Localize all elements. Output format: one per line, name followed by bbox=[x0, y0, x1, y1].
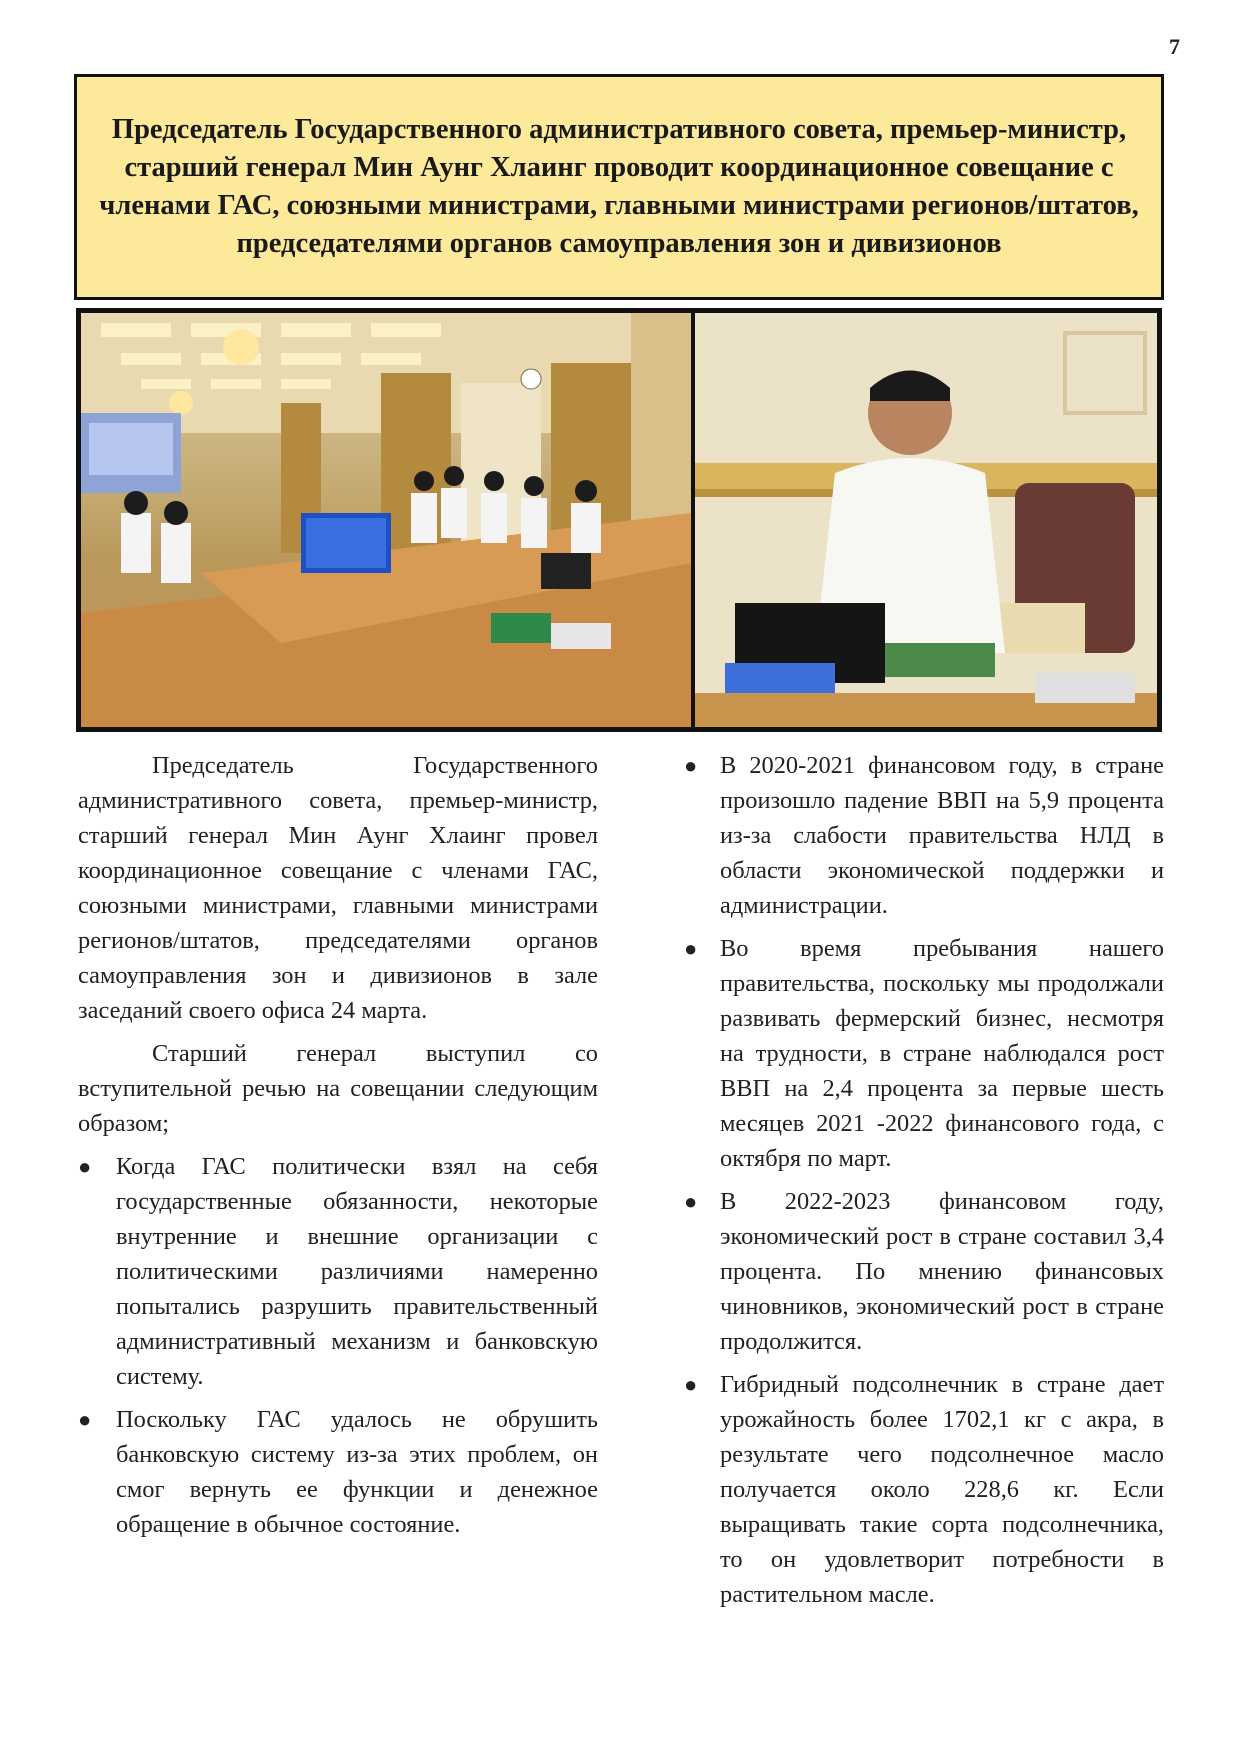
speech-intro-paragraph: Старший генерал выступил со вступительной речью на совещании следующим образом; bbox=[78, 1040, 598, 1137]
speaker-illustration bbox=[695, 313, 1157, 727]
photo-strip bbox=[76, 308, 1162, 732]
meeting-hall-illustration bbox=[81, 313, 691, 727]
bullet-icon: ● bbox=[684, 753, 698, 778]
right-column bbox=[684, 748, 1164, 1620]
list-item: ● Во время пребывания нашего правительства, поскольку мы продолжали развивать фермерский бизнес, несмотря на трудности, в стране наблюдался рост ВВП на 2,4 процента за первые шесть месяцев 2021 -2022 финансового года, с октября по март. bbox=[684, 931, 1164, 1176]
bullet-icon: ● bbox=[684, 1189, 698, 1214]
bullet-icon: ● bbox=[684, 936, 698, 961]
list-item: ● В 2022-2023 финансовом году, экономический рост в стране составил 3,4 процента. По мнению финансовых чиновников, экономический рост в стране продолжится. bbox=[684, 1184, 1164, 1359]
speaker-photo bbox=[695, 313, 1157, 727]
page-number: 7 bbox=[1169, 34, 1180, 59]
list-item: ● Гибридный подсолнечник в стране дает урожайность более 1702,1 кг с акра, в результате чего подсолнечное масло получается около 228,6 кг. Если выращивать такие сорта подсолнечника, то он удовлетворит потребности в растительном масле. bbox=[684, 1367, 1164, 1612]
left-column bbox=[78, 748, 598, 1620]
bullet-icon: ● bbox=[684, 1372, 698, 1397]
left-bullet-list bbox=[78, 1149, 598, 1542]
list-item: ● В 2020-2021 финансовом году, в стране произошло падение ВВП на 5,9 процента из-за слабости правительства НЛД в области экономической поддержки и администрации. bbox=[684, 748, 1164, 923]
meeting-hall-photo bbox=[81, 313, 691, 727]
intro-paragraph: Председатель Государственного административного совета, премьер-министр, старший генерал Мин Аунг Хлаинг провел координационное совещание с членами ГАС, союзными министрами, главными министрами регионов/штатов, председателями органов самоуправления зон и дивизионов в зале заседаний своего офиса 24 марта. bbox=[78, 752, 598, 1024]
article-body bbox=[78, 748, 1164, 1620]
bullet-icon: ● bbox=[78, 1407, 92, 1432]
list-item: ● Когда ГАС политически взял на себя государственные обязанности, некоторые внутренние и внешние организации с политическими различиями намеренно попытались разрушить правительственный административный механизм и банковскую систему. bbox=[78, 1149, 598, 1394]
bullet-icon: ● bbox=[78, 1154, 92, 1179]
headline: Председатель Государственного административного совета, премьер-министр, старший генерал Мин Аунг Хлаинг проводит координационное совещание с членами ГАС, союзными министрами, главными министрами регионов/штатов, председателями органов самоуправления зон и дивизионов bbox=[99, 114, 1139, 259]
list-item: ● Поскольку ГАС удалось не обрушить банковскую систему из-за этих проблем, он смог вернуть ее функции и денежное обращение в обычное состояние. bbox=[78, 1402, 598, 1542]
headline-box bbox=[74, 74, 1164, 300]
right-bullet-list bbox=[684, 748, 1164, 1612]
